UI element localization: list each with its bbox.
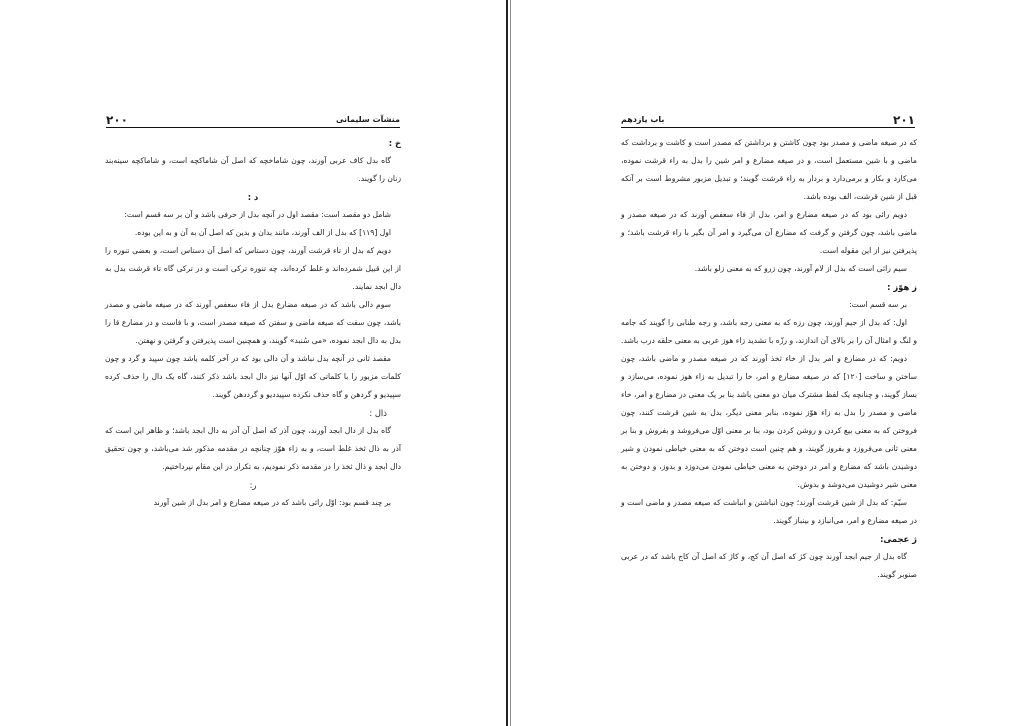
paragraph: گاه بدل از دال ابجد آورند، چون آذر که اصل آن آدر به دال ابجد باشد؛ و ظاهر این است که آذر به ذال ثخذ غلط است، و به زاء هوّز چنانچه در مقدمه مذکور شد می‌باشد، و چون تحقیق دال ابجد و ذال ثخذ را در مقدمه ذکر نمودیم، به تکرار در این مقام نپرداختیم. bbox=[105, 426, 401, 471]
paragraph: اول [۱۱۹] که بدل از الف آورند، مانند بدان و بدین که اصل آن به آن و به این بوده. bbox=[134, 228, 391, 237]
paragraph: سیّم: که بدل از شین قرشت آورند؛ چون انباشتن و انباشت که صیغه مصدر و ماضی است و در صیغه مضارع و امر، می‌انبازد و بینباز گویند. bbox=[621, 498, 917, 525]
section-heading: ذال : bbox=[369, 408, 387, 418]
section-heading: ر: bbox=[249, 480, 257, 490]
paragraph: که در صیغه ماضی و مصدر بود چون کاشتن و برداشتن که مصدر است و کاشت و برداشت که ماضی و با شین مستعمل است، و در صیغه مضارع و امر شین را بدل به راء قرشت نموده، می‌کارد و بکار و برمی‌دارد و بردار به راء قرشت گویند؛ و تبدیل مزبور مشروط است بر آنکه قبل از شین قرشت، الف بوده باشد. bbox=[621, 138, 917, 201]
section-heading: ز هوّز : bbox=[887, 282, 917, 292]
paragraph: دویم: که در مضارع و امر بدل از خاء ثخذ آورند که در صیغه مصدر و ماضی باشد، چون ساختن و ساخت [۱۲۰] که در صیغه مضارع و امر، خا را تبدیل به زاء هوز نموده، می‌سازد و بساز گویند، و چنانچه یک لفظ مشترک میان دو معنی باشد بنا بر یک معنی در مضارع و امر، خاء ماضی و مصدر را بدل به زاء هوّز نموده، بنابر معنی دیگر، بدل به شین قرشت کنند، چون فروختن که به معنی بیع کردن و روشن کردن بود، بنا بر معنی اوّل می‌فروشد و بفروش و بنا بر معنی ثانی می‌فروزد و بفروز گویند، و هم چنین است دوختن که به معنی خیاطی نمودن و شیر دوشیدن باشد که مضارع و امر در دوختن به معنی خیاطی نمودن می‌دوزد و بدوز، و دوختن به معنی شیر دوشیدن می‌دوشد و بدوش. bbox=[621, 354, 917, 489]
paragraph: اول: که بدل از جیم آورند، چون رزه که به معنی رجه باشد، و رجه طنابی را گویند که جامه و لنگ و امثال آن را بر بالای آن اندازند، و رزّه با تشدید زاء هوز عربی به معنی حلقه درب باشد. bbox=[621, 318, 917, 345]
section-heading: ژ عجمی: bbox=[880, 534, 917, 544]
paragraph: مقصد ثانی در آنچه بدل نباشد و آن دالی بود که در آخر کلمه باشد چون سپید و گرد و چون کلمات مزبور را با کلماتی که اوّل آنها نیز دال ابجد باشد ذکر کنند، گاه یک دال را حذف کرده سپیدیو و گردهن و گاه حذف نکرده سپیددیو و گرددهن گویند. bbox=[105, 354, 401, 399]
left-page-header bbox=[106, 111, 400, 128]
section-heading: خ : bbox=[388, 138, 401, 148]
paragraph: سوم دالی باشد که در صیغه مضارع بدل از فاء سعفص آورند که در صیغه ماضی و مصدر باشد، چون سفت که صیغه ماضی و سفتن که صیغه مصدر است، و با فاست و در مضارع قا را بدل به دال ابجد نموده، «می سُنبد» گویند، و همچنین است پذیرفتن و گرفتن و نهفتن. bbox=[105, 300, 401, 345]
paragraph: سیم رائی است که بدل از لام آورند، چون زرو که به معنی زلو باشد. bbox=[694, 264, 907, 273]
right-running-head: باب یازدهم bbox=[621, 115, 665, 124]
right-page bbox=[510, 0, 1019, 726]
paragraph: دویم که بدل از تاء قرشت آورند، چون دستاس که اصل آن دستاس است، و بعضی تنوره را از این قبیل شمرده‌اند و غلط کرده‌اند، چه تنوره ترکی است و در ترکی گاه تاء قرشت بدل به دال ابجد نمایند. bbox=[105, 246, 401, 291]
right-page-number: ۲۰۱ bbox=[893, 113, 915, 127]
left-page-number: ۲۰۰ bbox=[106, 113, 128, 127]
paragraph: گاه بدل از جیم ابجد آورند چون کژ که اصل آن کج، و کاژ که اصل آن کاج باشد که در عربی صنوبر گویند. bbox=[621, 552, 917, 579]
paragraph: دویم رائی بود که در صیغه مضارع و امر، بدل از فاء سعفص آورند که در صیغه مصدر و ماضی باشد، چون گرفتن و گرفت که مضارع آن می‌گیرد و امر آن بگیر با راء قرشت باشد؛ و پذیرفتن نیز از این مقوله است. bbox=[621, 210, 917, 255]
right-page-header bbox=[621, 111, 915, 128]
right-page-body bbox=[621, 134, 917, 584]
paragraph: شامل دو مقصد است: مقصد اول در آنچه بدل از حرفی باشد و آن بر سه قسم است: bbox=[124, 210, 391, 219]
left-page-body bbox=[105, 134, 401, 512]
section-heading: د : bbox=[247, 192, 259, 202]
paragraph: گاه بدل کاف عربی آورند، چون شاماخچه که اصل آن شاماکچه است، و شاماکچه سینه‌بند زنان را گویند. bbox=[105, 156, 401, 183]
left-page bbox=[0, 0, 508, 726]
paragraph: بر سه قسم است: bbox=[849, 300, 907, 309]
paragraph: بر چند قسم بود: اوّل رائی باشد که در صیغه مضارع و امر بدل از شین آورند bbox=[153, 498, 391, 507]
left-running-head: منشآت سلیمانی bbox=[335, 115, 400, 124]
